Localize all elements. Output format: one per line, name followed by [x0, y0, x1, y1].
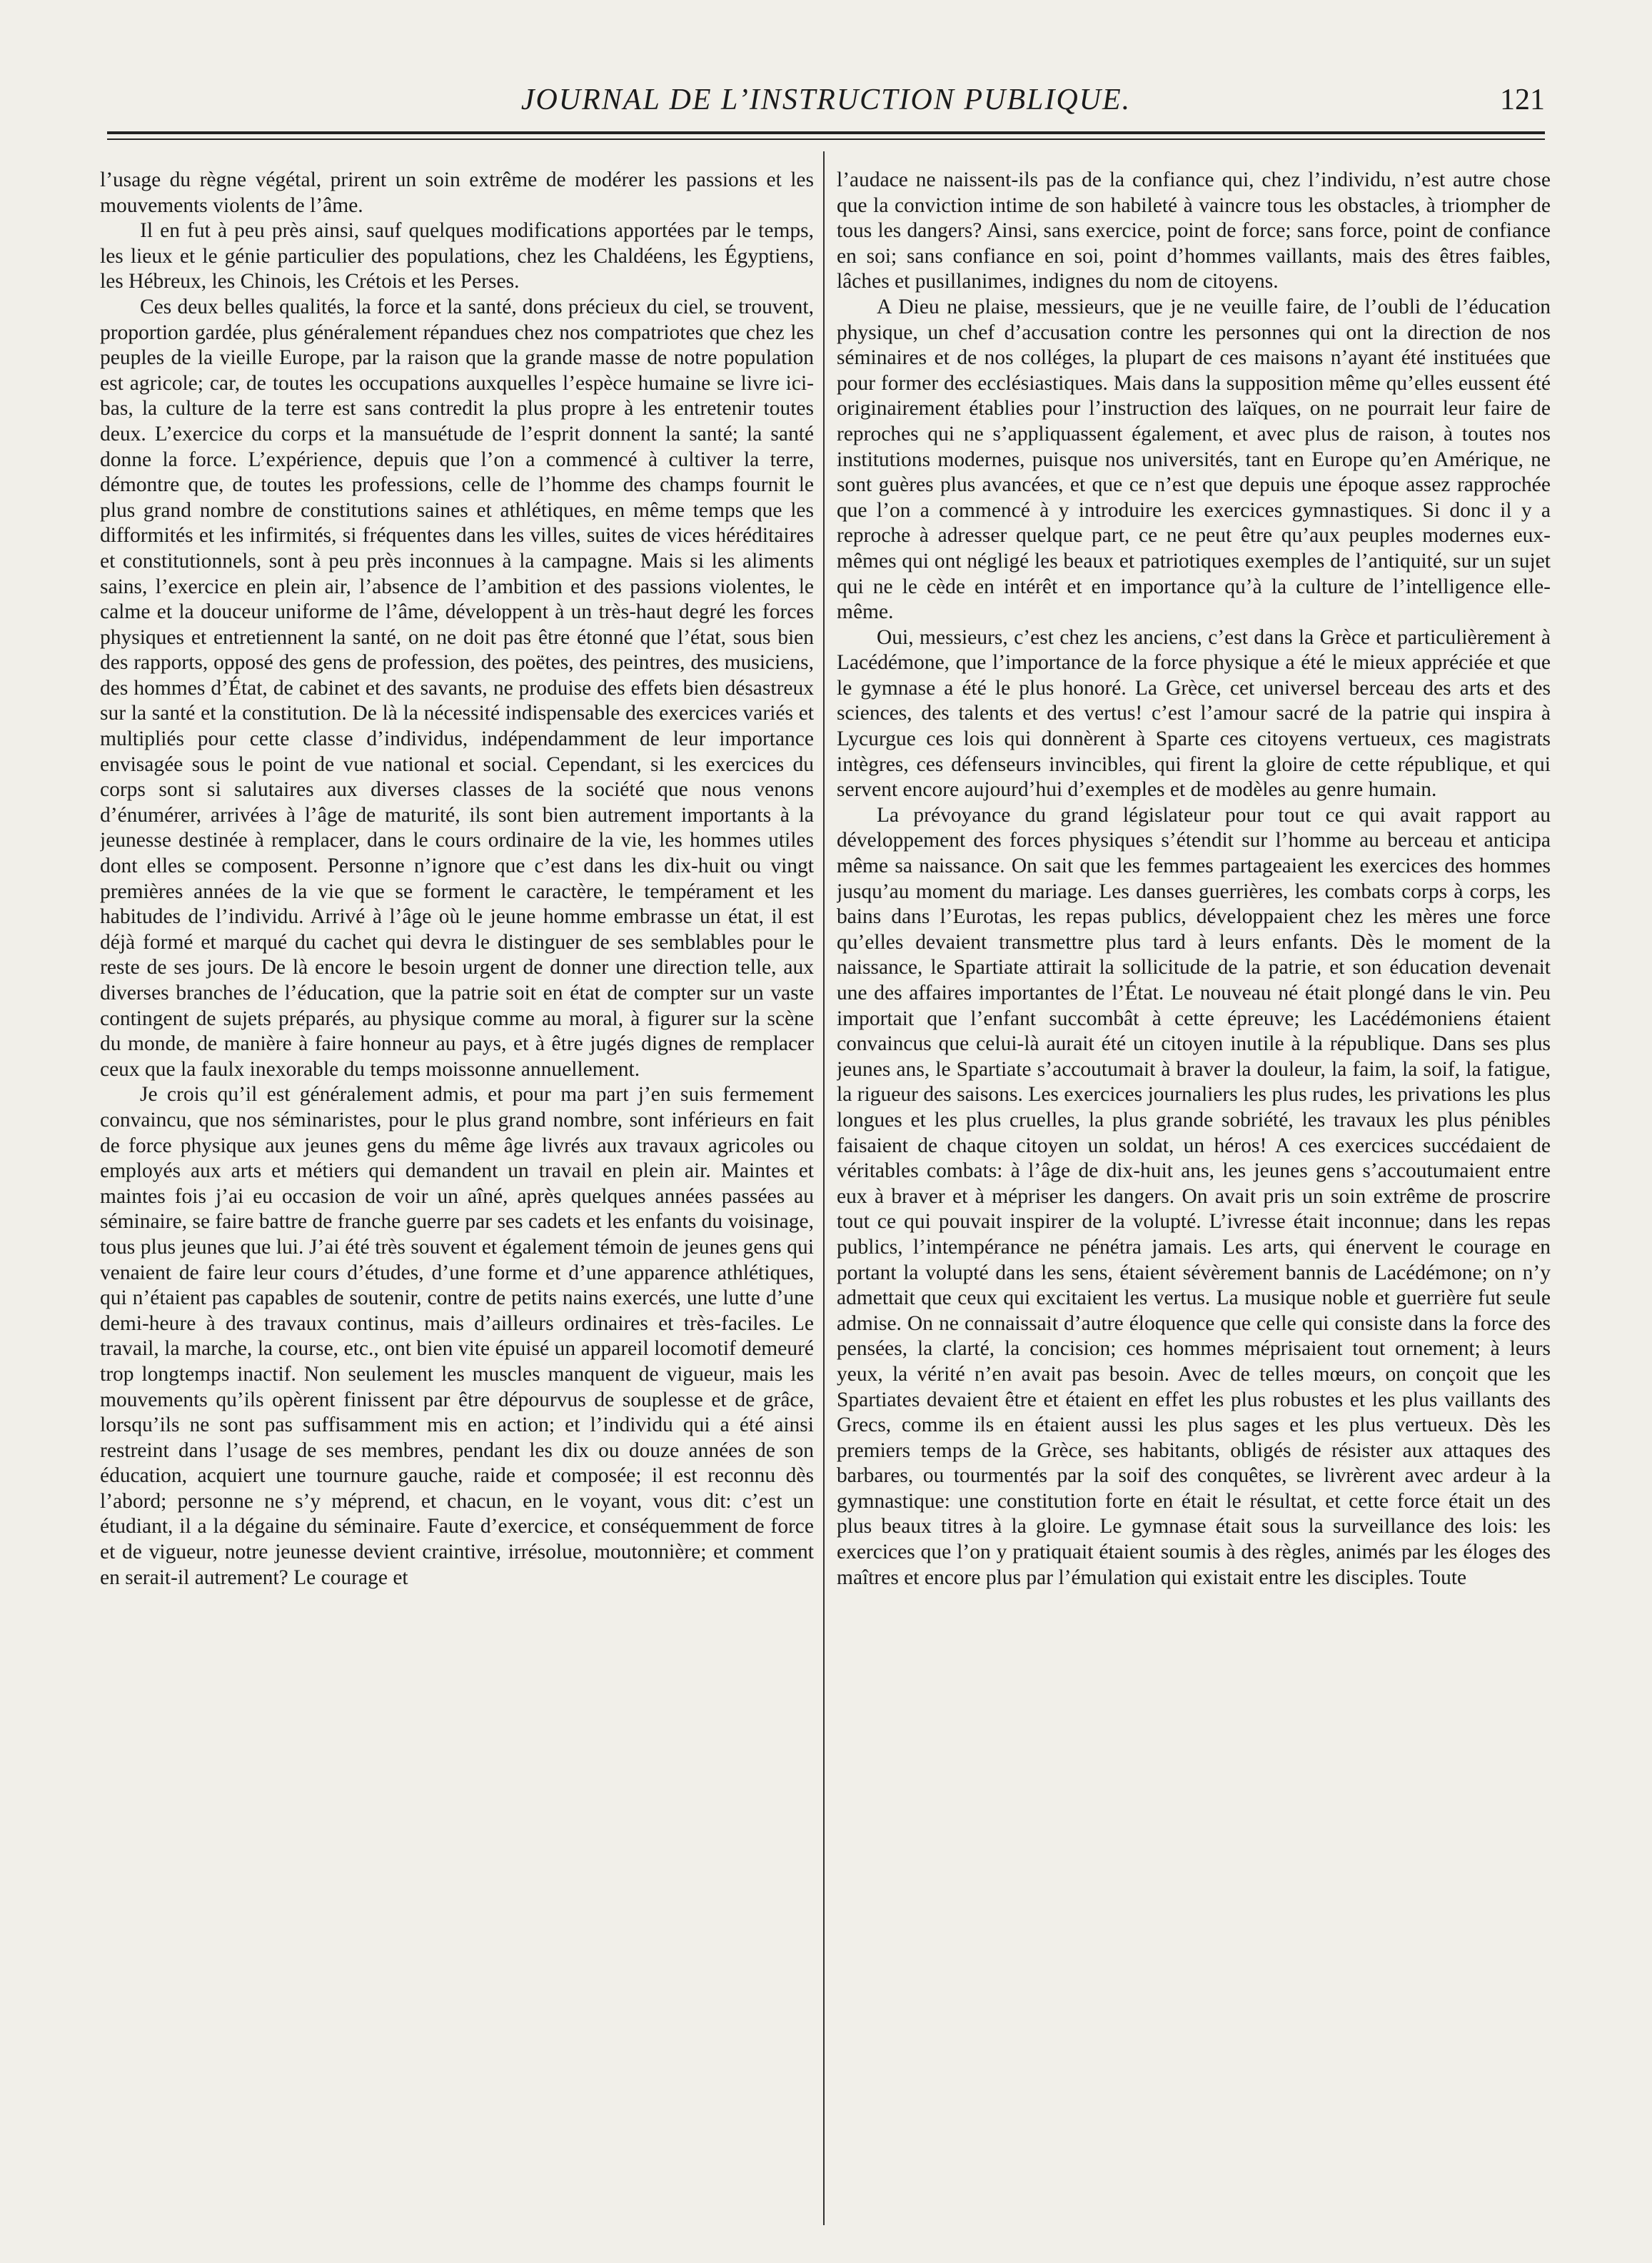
header-rule-thick [107, 131, 1545, 134]
paragraph: l’usage du règne végétal, prirent un soin extrême de modérer les passions et les mouvements violents de l’âme. [100, 168, 814, 217]
right-column [837, 168, 1551, 2224]
paragraph: La prévoyance du grand législateur pour tout ce qui avait rapport au développement des forces physiques s’étendit sur l’homme au berceau et anticipa même sa naissance. On sait que les femmes partageaient les exercices des hommes jusqu’au moment du mariage. Les danses guerrières, les combats corps à corps, les bains dans l’Eurotas, les repas publics, développaient chez les mères une force qu’elles devaient transmettre plus tard à leurs enfants. Dès le moment de la naissance, le Spartiate attirait la sollicitude de la patrie, et son éducation devenait une des affaires importantes de l’État. Le nouveau né était plongé dans le vin. Peu importait que l’enfant succombât à cette épreuve; les Lacédémoniens étaient convaincus que celui-là aurait été un citoyen inutile à la république. Dans ses plus jeunes ans, le Spartiate s’accoutumait à braver la douleur, la faim, la soif, la fatigue, la rigueur des saisons. Les exercices journaliers les plus rudes, les privations les plus longues et les plus cruelles, la plus grande sobriété, les travaux les plus pénibles faisaient de chaque citoyen un soldat, un héros! A ces exercices succédaient de véritables combats: à l’âge de dix-huit ans, les jeunes gens s’accoutumaient entre eux à braver et à mépriser les dangers. On avait pris un soin extrême de proscrire tout ce qui pouvait inspirer de la volupté. L’ivresse était inconnue; dans les repas publics, l’intempérance ne pénétra jamais. Les arts, qui énervent le courage en portant la volupté dans les sens, étaient sévèrement bannis de Lacédémone; on n’y admettait que ceux qui excitaient les vertus. La musique noble et guerrière fut seule admise. On ne connaissait d’autre éloquence que celle qui consiste dans la force des pensées, la clarté, la concision; ces hommes méprisaient tout ornement; à leurs yeux, la vérité n’en avait pas besoin. Avec de telles mœurs, on conçoit que les Spartiates devaient être et étaient en effet les plus robustes et les plus vaillants des Grecs, comme ils en étaient aussi les plus sages et les plus vertueux. Dès les premiers temps de la Grèce, ses habitants, obligés de résister aux attaques des barbares, ou tourmentés par la soif des conquêtes, se livrèrent avec ardeur à la gymnastique: une constitution forte en était le résultat, et cette force était un des plus beaux titres à la gloire. Le gymnase était sous la surveillance des lois: les exercices que l’on y pratiquait étaient soumis à des règles, animés par les éloges des maîtres et encore plus par l’émulation qui existait entre les disciples. Toute [837, 803, 1551, 1589]
left-column [100, 168, 814, 2224]
paragraph: Il en fut à peu près ainsi, sauf quelques modifications apportées par le temps, les lieux et le génie particulier des populations, chez les Chaldéens, les Égyptiens, les Hébreux, les Chinois, les Crétois et les Perses. [100, 219, 814, 293]
paragraph: A Dieu ne plaise, messieurs, que je ne veuille faire, de l’oubli de l’éducation physique, un chef d’accusation contre les personnes qui ont la direction de nos séminaires et de nos colléges, la plupart de ces maisons n’ayant été instituées que pour former des ecclésiastiques. Mais dans la supposition même qu’elles eussent été originairement établies pour l’instruction des laïques, on ne pourrait leur faire de reproches qui ne s’appliquassent également, et avec plus de raison, à toutes nos institutions modernes, puisque nos universités, tant en Europe qu’en Amérique, ne sont guères plus avancées, et que ce n’est que depuis une époque assez rapprochée que l’on a commencé à y introduire les exercices gymnastiques. Si donc il y a reproche à adresser quelque part, ce ne peut être qu’aux peuples modernes eux-mêmes qui ont négligé les beaux et patriotiques exemples de l’antiquité, sur un sujet qui ne le cède en intérêt et en importance qu’à la culture de l’intelligence elle-même. [837, 295, 1551, 624]
column-divider [823, 151, 825, 2225]
page-header [107, 79, 1545, 121]
paragraph: Ces deux belles qualités, la force et la santé, dons précieux du ciel, se trouvent, proportion gardée, plus généralement répandues chez nos compatriotes que chez les peuples de la vieille Europe, par la raison que la grande masse de notre population est agricole; car, de toutes les occupations auxquelles l’espèce humaine se livre ici-bas, la culture de la terre est sans contredit la plus propre à les entretenir toutes deux. L’exercice du corps et la mansuétude de l’esprit donnent la santé; la santé donne la force. L’expérience, depuis que l’on a commencé à cultiver la terre, démontre que, de toutes les professions, celle de l’homme des champs fournit le plus grand nombre de constitutions saines et athlétiques, en même temps que les difformités et les infirmités, si fréquentes dans les villes, suites de vices héréditaires et constitutionnels, sont à peu près inconnues à la campagne. Mais si les aliments sains, l’exercice en plein air, l’absence de l’ambition et des passions violentes, le calme et la douceur uniforme de l’âme, développent à un très-haut degré les forces physiques et entretiennent la santé, on ne doit pas être étonné que l’état, sous bien des rapports, opposé des gens de profession, des poëtes, des peintres, des musiciens, des hommes d’État, de cabinet et des savants, ne produise des effets bien désastreux sur la santé et la constitution. De là la nécessité indispensable des exercices variés et multipliés pour cette classe d’individus, indépendamment de leur importance envisagée sous le point de vue national et social. Cependant, si les exercices du corps sont si salutaires aux diverses classes de la société que nous venons d’énumérer, arrivées à l’âge de maturité, ils sont bien autrement importants à la jeunesse destinée à remplacer, dans le cours ordinaire de la vie, les hommes utiles dont elles se composent. Personne n’ignore que c’est dans les dix-huit ou vingt premières années de la vie que se forment le caractère, le tempérament et les habitudes de l’individu. Arrivé à l’âge où le jeune homme embrasse un état, il est déjà formé et marqué du cachet qui devra le distinguer de ses semblables pour le reste de ses jours. De là encore le besoin urgent de donner une direction telle, aux diverses branches de l’éducation, que la patrie soit en état de compter sur un vaste contingent de sujets préparés, au physique comme au moral, à figurer sur la scène du monde, de manière à faire honneur au pays, et à être jugés dignes de remplacer ceux que la faulx inexorable du temps moissonne annuellement. [100, 295, 814, 1081]
page-number: 121 [1500, 84, 1545, 116]
header-rule-thin [107, 138, 1545, 140]
paragraph: l’audace ne naissent-ils pas de la confiance qui, chez l’individu, n’est autre chose que la conviction intime de son habileté à vaincre tous les obstacles, à triompher de tous les dangers? Ainsi, sans exercice, point de force; sans force, point de confiance en soi; sans confiance en soi, point d’hommes vaillants, mais des êtres faibles, lâches et pusillanimes, indignes du nom de citoyens. [837, 168, 1551, 293]
running-title: JOURNAL DE L’INSTRUCTION PUBLIQUE. [520, 84, 1132, 116]
paragraph: Je crois qu’il est généralement admis, et pour ma part j’en suis fermement convaincu, que nos séminaristes, pour le plus grand nombre, sont inférieurs en fait de force physique aux jeunes gens du même âge livrés aux travaux agricoles ou employés aux arts et métiers qui demandent un travail en plein air. Maintes et maintes fois j’ai eu occasion de voir un aîné, après quelques années passées au séminaire, se faire battre de franche guerre par ses cadets et les enfants du voisinage, tous plus jeunes que lui. J’ai été très souvent et également témoin de jeunes gens qui venaient de faire leur cours d’études, d’une forme et d’une apparence athlétiques, qui n’étaient pas capables de soutenir, contre de petits nains exercés, une lutte d’une demi-heure à des travaux continus, mais d’ailleurs ordinaires et très-faciles. Le travail, la marche, la course, etc., ont bien vite épuisé un appareil locomotif demeuré trop longtemps inactif. Non seulement les muscles manquent de vigueur, mais les mouvements qu’ils opèrent finissent par être dépourvus de souplesse et de grâce, lorsqu’ils ne sont pas suffisamment mis en action; et l’individu qui a été ainsi restreint dans l’usage de ses membres, pendant les dix ou douze années de son éducation, acquiert une tournure gauche, raide et composée; il est reconnu dès l’abord; personne ne s’y méprend, et chacun, en le voyant, vous dit: c’est un étudiant, il a la dégaine du séminaire. Faute d’exercice, et conséquemment de force et de vigueur, notre jeunesse devient craintive, irrésolue, moutonnière; et comment en serait-il autrement? Le courage et [100, 1083, 814, 1589]
paragraph: Oui, messieurs, c’est chez les anciens, c’est dans la Grèce et particulièrement à Lacédémone, que l’importance de la force physique a été le mieux appréciée et que le gymnase a été le plus honoré. La Grèce, cet universel berceau des arts et des sciences, des talents et des vertus! c’est l’amour sacré de la patrie qui inspira à Lycurgue ces lois qui donnèrent à Sparte ces citoyens vertueux, ces magistrats intègres, ces défenseurs invincibles, qui firent la gloire de cette république, et qui servent encore aujourd’hui d’exemples et de modèles au genre humain. [837, 625, 1551, 802]
